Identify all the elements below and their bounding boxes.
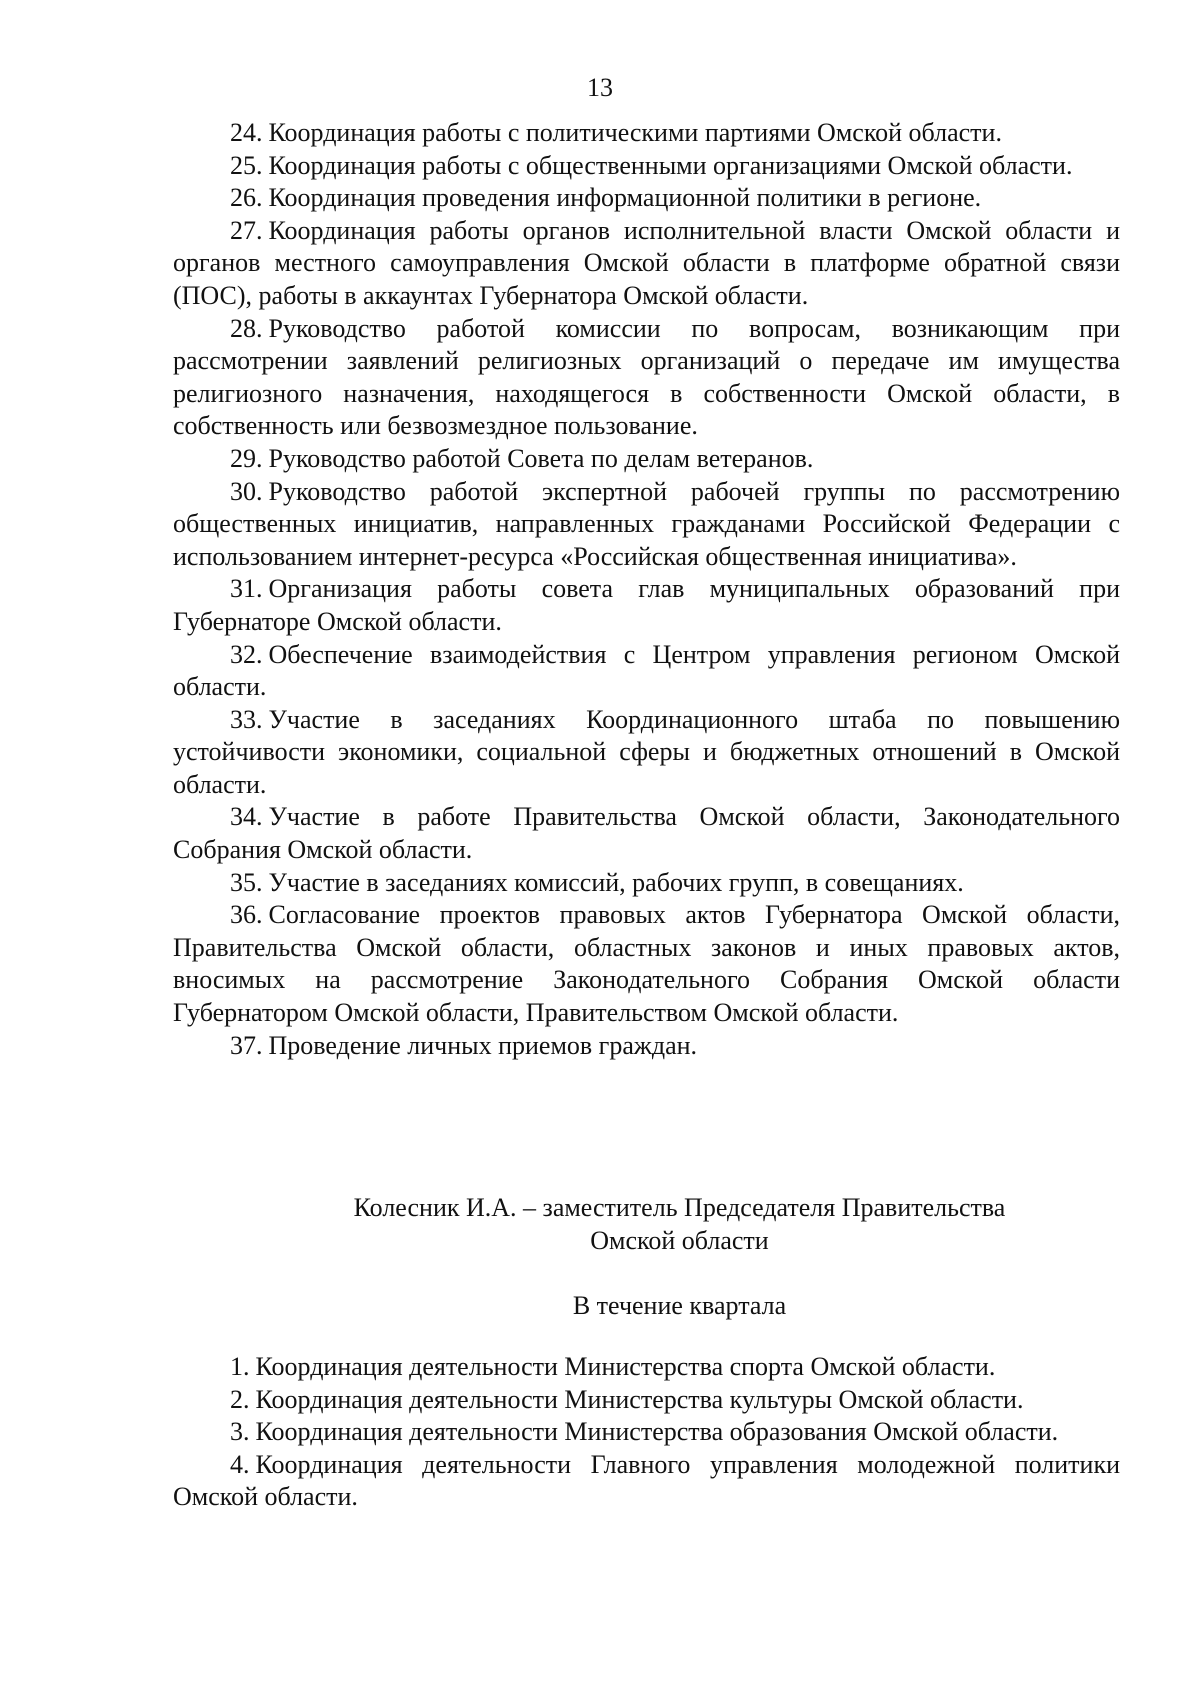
item-number: 4. bbox=[230, 1449, 250, 1479]
item-number: 37. bbox=[230, 1030, 263, 1060]
list-item bbox=[173, 182, 1120, 215]
item-text: Координация проведения информационной политики в регионе. bbox=[268, 183, 982, 213]
item-text: Организация работы совета глав муниципальных образований при Губернаторе Омской области. bbox=[173, 574, 1120, 636]
item-number: 2. bbox=[230, 1384, 250, 1414]
item-number: 3. bbox=[230, 1417, 250, 1447]
list-item bbox=[173, 1351, 1120, 1384]
item-number: 36. bbox=[230, 900, 263, 930]
item-number: 28. bbox=[230, 313, 263, 343]
list-item bbox=[173, 867, 1120, 900]
list-item bbox=[173, 150, 1120, 183]
list-item bbox=[173, 1384, 1120, 1417]
period-heading-text: В течение квартала bbox=[572, 1291, 787, 1320]
list-item bbox=[173, 639, 1120, 704]
item-number: 33. bbox=[230, 704, 263, 734]
item-text: Координация деятельности Министерства образования Омской области. bbox=[255, 1417, 1059, 1447]
item-text: Участие в работе Правительства Омской области, Законодательного Собрания Омской области. bbox=[173, 802, 1120, 865]
list-item bbox=[173, 573, 1120, 638]
item-text: Участие в заседаниях Координационного штаба по повышению устойчивости экономики, социальной сферы и бюджетных отношений в Омской области. bbox=[173, 704, 1120, 799]
item-number: 29. bbox=[230, 443, 263, 473]
item-text: Руководство работой комиссии по вопросам, возникающим при рассмотрении заявлений религиозных организаций о передаче им имущества религиозного назначения, находящегося в собственности Омской области, в собственность или безвозмездное пользование. bbox=[173, 313, 1120, 441]
duties-list-bottom bbox=[173, 1351, 1120, 1514]
item-text: Координация работы органов исполнительной власти Омской области и органов местного самоуправления Омской области в платформе обратной связи (ПОС), работы в аккаунтах Губернатора Омской области. bbox=[173, 215, 1120, 310]
item-text: Руководство работой экспертной рабочей группы по рассмотрению общественных инициатив, направленных гражданами Российской Федерации с использованием интернет-ресурса «Российская общественная инициатива». bbox=[173, 476, 1120, 571]
list-item bbox=[173, 801, 1120, 866]
item-number: 34. bbox=[230, 802, 263, 832]
item-text: Согласование проектов правовых актов Губернатора Омской области, Правительства Омской области, областных законов и иных правовых актов, вносимых на рассмотрение Законодательного Собрания Омской области Губернатором Омской области, Правительством Омской области. bbox=[173, 900, 1120, 1028]
official-heading bbox=[173, 1192, 1186, 1257]
item-text: Координация работы с общественными организациями Омской области. bbox=[268, 150, 1073, 180]
item-number: 26. bbox=[230, 183, 263, 213]
item-number: 30. bbox=[230, 476, 263, 506]
item-number: 31. bbox=[230, 574, 263, 604]
list-item bbox=[173, 704, 1120, 802]
item-number: 25. bbox=[230, 150, 263, 180]
item-number: 1. bbox=[230, 1352, 250, 1381]
list-item bbox=[173, 1030, 1120, 1063]
official-title-line: Колесник И.А. – заместитель Председателя Правительства bbox=[353, 1193, 1006, 1222]
item-text: Координация деятельности Министерства спорта Омской области. bbox=[255, 1352, 996, 1381]
list-item bbox=[173, 476, 1120, 574]
list-item bbox=[173, 313, 1120, 443]
duties-list-top bbox=[173, 117, 1120, 1062]
list-item bbox=[173, 899, 1120, 1029]
item-number: 35. bbox=[230, 867, 263, 897]
item-number: 32. bbox=[230, 639, 263, 669]
list-item bbox=[173, 117, 1120, 150]
item-number: 27. bbox=[230, 215, 263, 245]
page-number: 13 bbox=[587, 73, 613, 102]
item-number: 24. bbox=[230, 118, 263, 147]
item-text: Руководство работой Совета по делам ветеранов. bbox=[268, 443, 814, 473]
period-heading bbox=[173, 1290, 1186, 1323]
item-text: Участие в заседаниях комиссий, рабочих групп, в совещаниях. bbox=[268, 867, 964, 897]
list-item bbox=[173, 1416, 1120, 1449]
item-text: Координация деятельности Главного управления молодежной политики Омской области. bbox=[173, 1449, 1120, 1512]
item-text: Координация работы с политическими партиями Омской области. bbox=[268, 118, 1002, 147]
official-title-line: Омской области bbox=[590, 1225, 769, 1255]
list-item bbox=[173, 443, 1120, 476]
item-text: Координация деятельности Министерства культуры Омской области. bbox=[255, 1384, 1024, 1414]
item-text: Обеспечение взаимодействия с Центром управления регионом Омской области. bbox=[173, 639, 1120, 702]
item-text: Проведение личных приемов граждан. bbox=[268, 1030, 698, 1060]
list-item bbox=[173, 215, 1120, 313]
list-item bbox=[173, 1449, 1120, 1514]
